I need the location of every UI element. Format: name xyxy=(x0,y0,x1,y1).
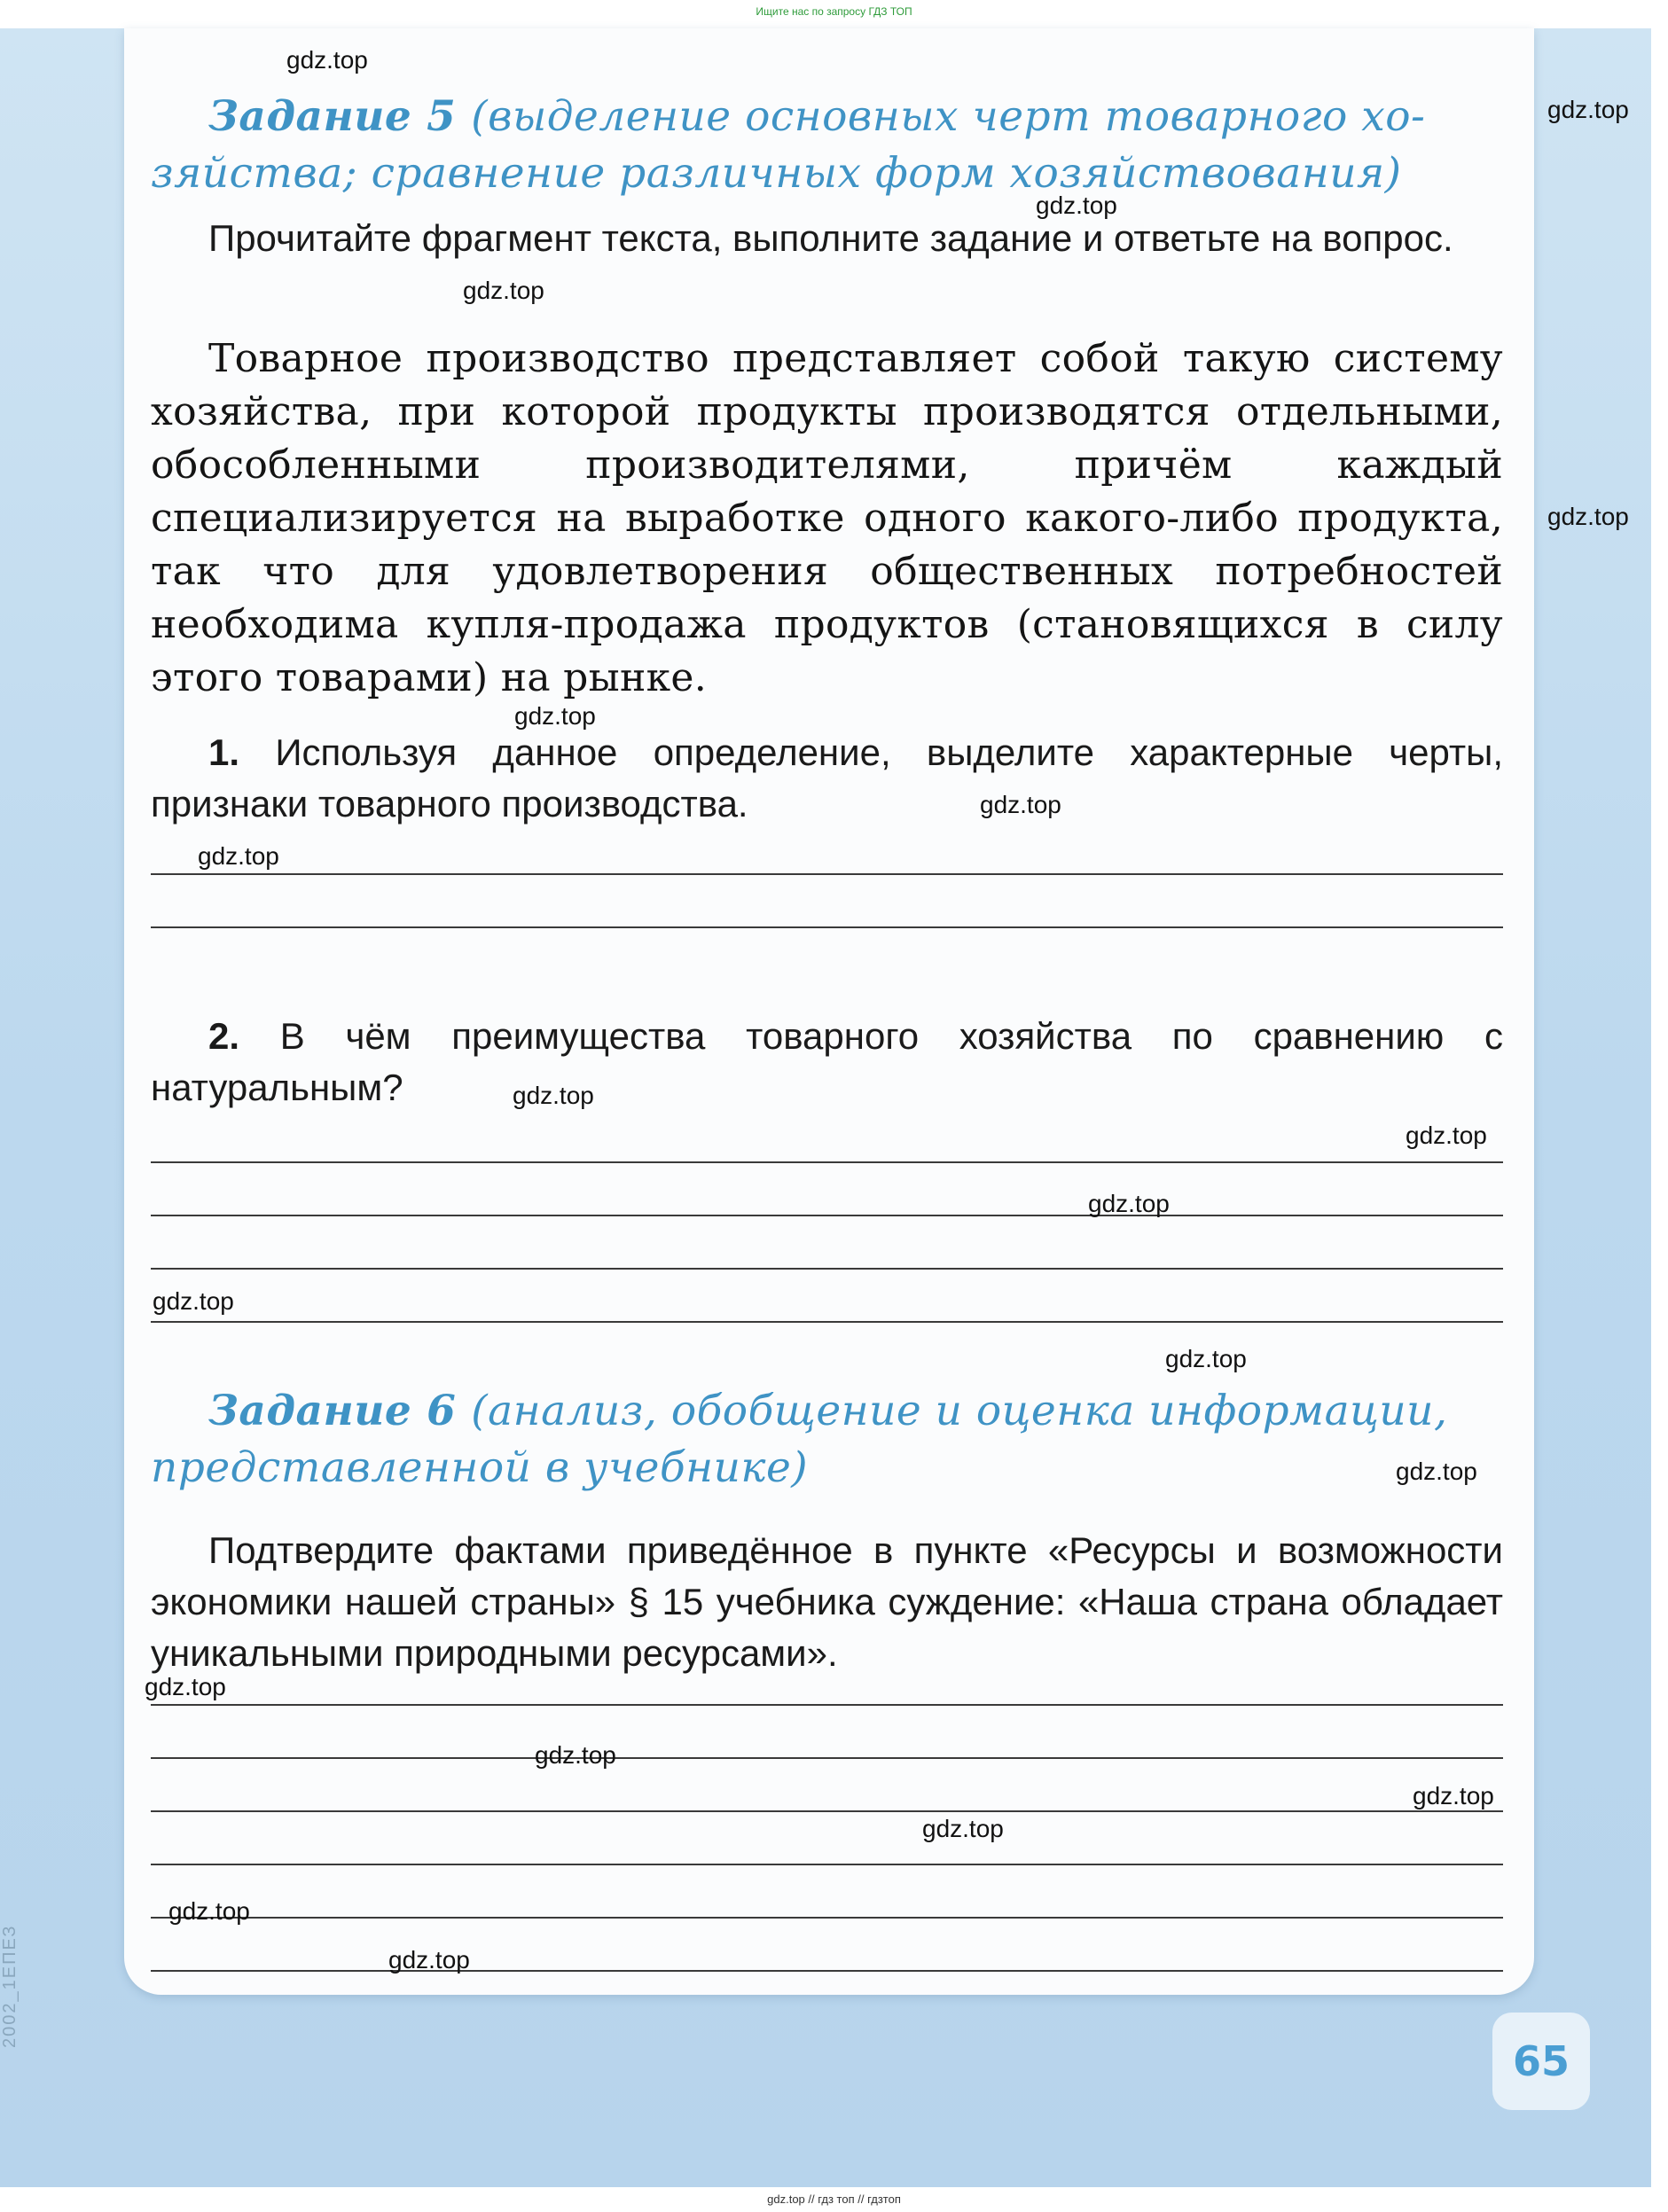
task6-title-line2 xyxy=(151,1440,1503,1497)
task5-title-main: Задание 5 xyxy=(208,92,457,141)
watermark: gdz.top xyxy=(198,842,279,870)
header-note: Ищите нас по запросу ГДЗ ТОП xyxy=(756,5,912,18)
watermark: gdz.top xyxy=(1413,1782,1494,1809)
answer-line[interactable] xyxy=(151,1704,1503,1706)
answer-line[interactable] xyxy=(151,1215,1503,1216)
watermark: gdz.top xyxy=(922,1815,1004,1842)
question-1-text: Используя данное определение, выделите характерные черты, признаки товарного производства. xyxy=(151,731,1503,825)
task5-quote: Товарное производство представляет собой такую систему хозяйства, при которой продукты производятся отдельными, обособленными производителями, причём каждый специализируется на выработке одного какого-либо продукта, так что для удовлетворения общественных потребностей необходима купля-продажа продуктов (становящихся в силу этого товарами) на рынке. xyxy=(151,336,1503,700)
task6-instruction: Подтвердите фактами приведённое в пункте «Ресурсы и возможности экономики нашей страны» § 15 учебника суждение: «Наша страна обладает уникальными природными ресурсами». xyxy=(151,1529,1503,1674)
watermark: gdz.top xyxy=(153,1287,234,1315)
answer-line[interactable] xyxy=(151,1321,1503,1323)
answer-line[interactable] xyxy=(151,1268,1503,1270)
answer-line[interactable] xyxy=(151,1757,1503,1759)
watermark: gdz.top xyxy=(535,1741,616,1769)
answer-line[interactable] xyxy=(151,873,1503,875)
task5-question-1 xyxy=(151,727,1503,830)
answer-line[interactable] xyxy=(151,1864,1503,1865)
watermark: gdz.top xyxy=(1088,1190,1170,1217)
watermark: gdz.top xyxy=(1547,503,1629,530)
watermark: gdz.top xyxy=(980,791,1061,818)
task6-title-sub-1: (анализ, обобщение и оценка информации, xyxy=(471,1387,1448,1435)
watermark: gdz.top xyxy=(513,1082,594,1109)
watermark: gdz.top xyxy=(1165,1345,1247,1372)
task5-title-sub-2: зяйства; сравнение различных форм хозяйствования) xyxy=(151,149,1402,198)
watermark: gdz.top xyxy=(1396,1458,1477,1485)
task5-title-line1 xyxy=(208,89,1503,145)
task5-question-2 xyxy=(151,1011,1503,1114)
watermark: gdz.top xyxy=(1547,96,1629,123)
watermark: gdz.top xyxy=(145,1673,226,1700)
watermark: gdz.top xyxy=(514,702,596,730)
footer-note: gdz.top // гдз топ // гдзтоп xyxy=(767,2192,901,2206)
answer-line[interactable] xyxy=(151,1161,1503,1163)
task5-instruction: Прочитайте фрагмент текста, выполните задание и ответьте на вопрос. xyxy=(208,217,1453,259)
task6-title-sub-2: представленной в учебнике) xyxy=(151,1443,809,1492)
task6-title-main: Задание 6 xyxy=(208,1387,457,1435)
watermark: gdz.top xyxy=(168,1897,250,1925)
answer-line[interactable] xyxy=(151,926,1503,928)
question-1-number: 1. xyxy=(208,731,240,773)
answer-line[interactable] xyxy=(151,1917,1503,1919)
side-print: 2002_1ЕПЕЗ xyxy=(0,1924,20,2048)
watermark: gdz.top xyxy=(463,277,544,304)
watermark: gdz.top xyxy=(388,1946,470,1974)
watermark: gdz.top xyxy=(1406,1122,1487,1149)
watermark: gdz.top xyxy=(1036,191,1117,219)
task6-title-line1 xyxy=(208,1383,1503,1440)
task5-title-sub-1: (выделение основных черт товарного хо- xyxy=(471,92,1426,141)
answer-line[interactable] xyxy=(151,1810,1503,1812)
watermark: gdz.top xyxy=(286,46,368,74)
task5-title-line2 xyxy=(151,145,1503,202)
page-number: 65 xyxy=(1492,2013,1590,2110)
question-2-text: В чём преимущества товарного хозяйства по сравнению с натуральным? xyxy=(151,1015,1503,1108)
question-2-number: 2. xyxy=(208,1015,240,1057)
answer-line[interactable] xyxy=(151,1970,1503,1972)
